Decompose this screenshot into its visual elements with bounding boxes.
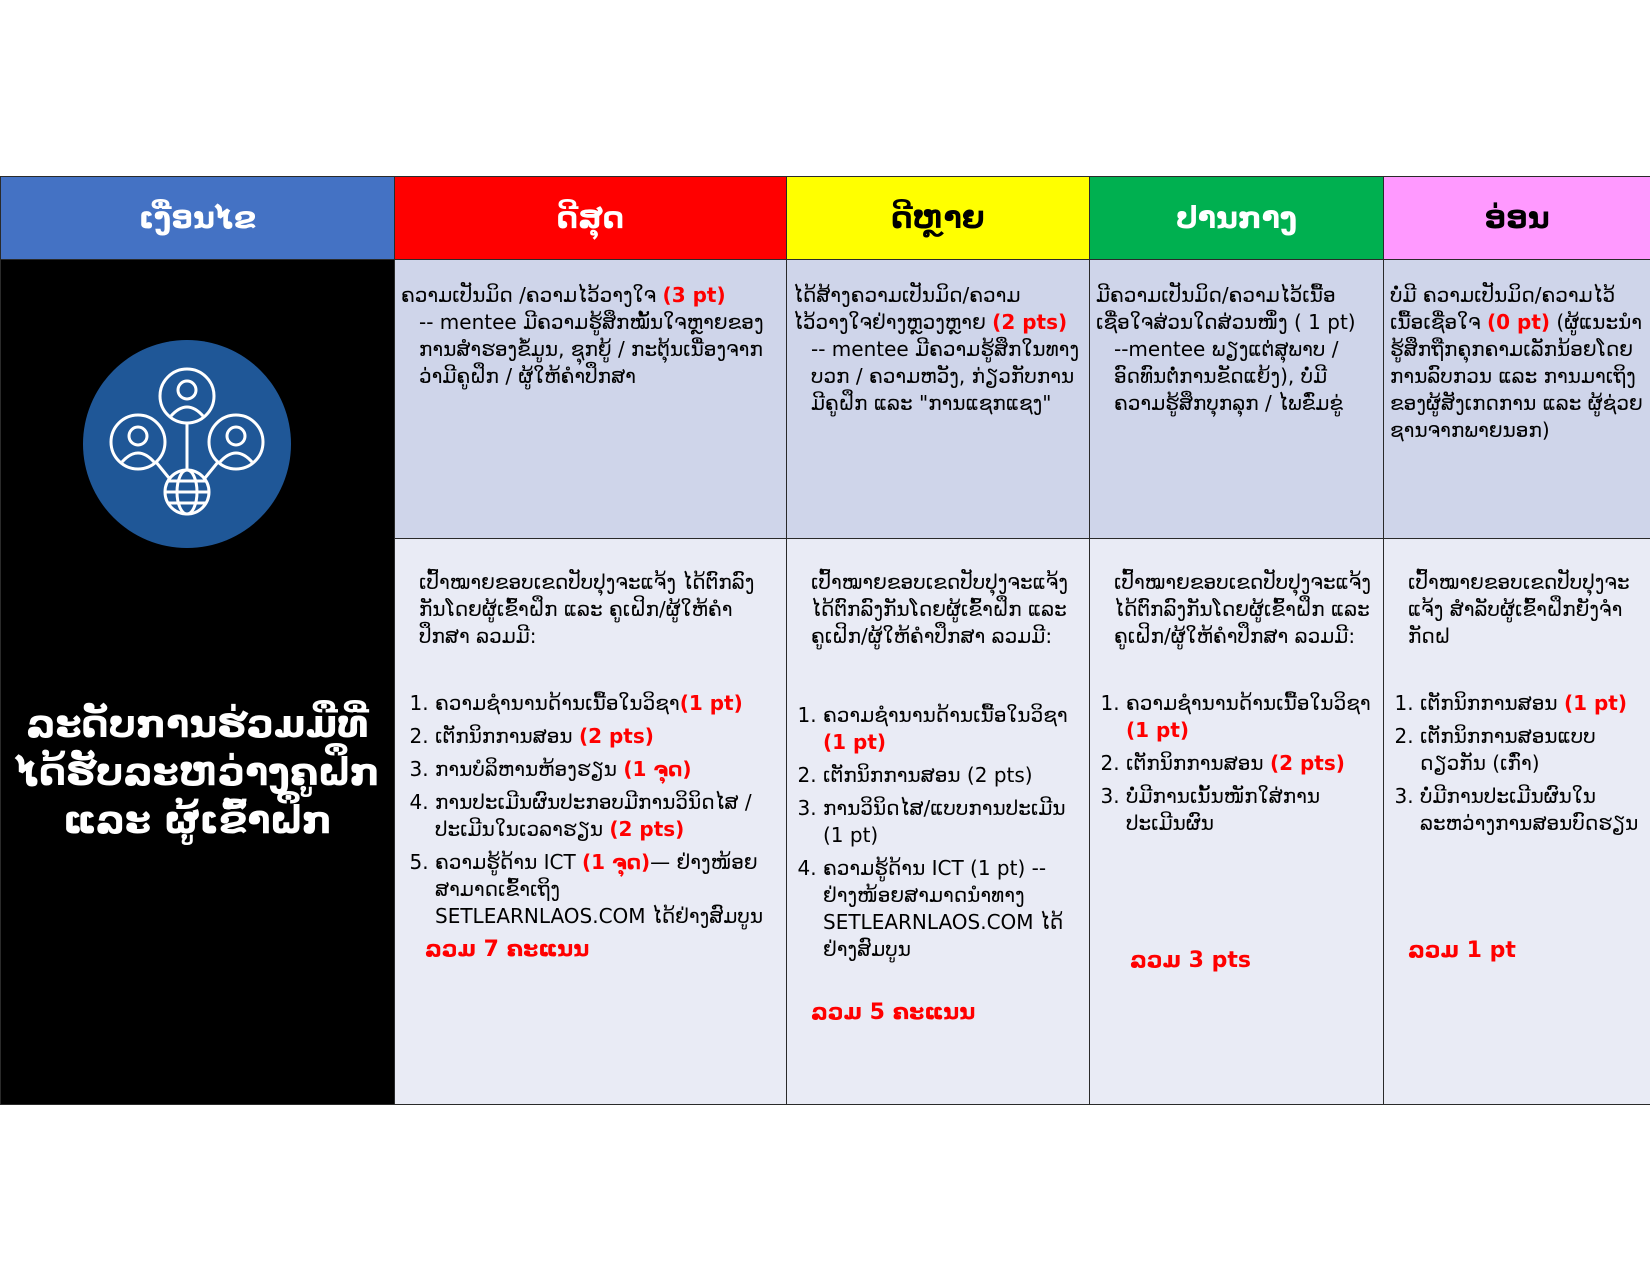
rapport-excellent-head: ຄວາມເປັນມິດ /ຄວາມໄວ້ວາງໃຈ [401, 283, 663, 307]
rapport-good-head: ໄດ້ສ້າງຄວາມເປັນມິດ/ຄວາມໄວ້ວາງໃຈຢ່າງຫຼວງຫຼາຍ [793, 283, 1021, 334]
goals-good-lead: ເປົ້າໝາຍຂອບເຂດປັບປຸງຈະແຈ້ງ ໄດ້ຕົກລົງກັນໂດຍຜູ້ເຂົ້າຝຶກ ແລະ ຄູເຝິກ/ຜູ້ໃຫ້ຄໍາປຶກສາ ລວມມີ: [811, 570, 1068, 648]
rapport-weak-head: ບໍ່ມີ ຄວາມເປັນມິດ/ຄວາມໄວ້ເນື້ອເຊື່ອໃຈ [1390, 283, 1616, 334]
goals-fair-list [1100, 690, 1373, 837]
header-weak: ອ່ອນ [1384, 177, 1650, 260]
rapport-weak-body: (ຜູ້ແນະນໍາຮູ້ສຶກຖືກຄຸກຄາມເລັກນ້ອຍໂດຍການລົບກວນ ແລະ ການມາເຖິງຂອງຜູ້ສັງເກດການ ແລະ ຜູ້ຊ່ວຍຊານຈາກພາຍນອກ) [1390, 310, 1643, 442]
list-item: 2. ເຕັກນິກການສອນ (2 pts) [435, 723, 776, 750]
header-good: ດີຫຼາຍ [787, 177, 1090, 260]
list-item: 2. ເຕັກນິກການສອນແບບດຽວກັນ (ເກົ່າ) [1420, 723, 1640, 777]
cell-rapport-weak [1384, 260, 1650, 539]
cell-goals-weak [1384, 539, 1650, 1105]
cell-rapport-excellent [395, 260, 787, 539]
rapport-fair-head: ມີຄວາມເປັນມິດ/ຄວາມໄວ້ເນື້ອເຊື່ອໃຈສ່ວນໃດສ່ວນໜຶ່ງ ( 1 pt) [1096, 283, 1356, 334]
rapport-excellent-points: (3 pt) [662, 283, 726, 307]
list-item: 4. ຄວາມຮູ້ດ້ານ ICT (1 pt) -- ຢ່າງໜ້ອຍສາມາດນໍາທາງ SETLEARNLAOS.COM ໄດ້ຢ່າງສົມບູນ [823, 855, 1079, 963]
rubric-row-rapport [1, 260, 1650, 539]
rapport-good-points: (2 pts) [992, 310, 1068, 334]
list-item: 2. ເຕັກນິກການສອນ (2 pts) [1126, 750, 1373, 777]
rapport-good-body: -- mentee ມີຄວາມຮູ້ສຶກໃນທາງບວກ / ຄວາມຫວັງ, ກ່ຽວກັບການມີຄູຝຶກ ແລະ "ການແຊກແຊງ" [811, 337, 1080, 415]
goals-weak-lead: ເປົ້າໝາຍຂອບເຂດປັບປຸງຈະແຈ້ງ ສໍາລັບຜູ້ເຂົ້າຝຶກຍັງຈໍາກັດຝ [1408, 570, 1630, 648]
list-item: 3. ບໍ່ມີການປະເມີນຜົນໃນລະຫວ່າງການສອນບົດຮຽນ [1420, 783, 1640, 837]
list-item: 1. ຄວາມຊໍານານດ້ານເນື້ອໃນວິຊາ(1 pt) [435, 690, 776, 717]
list-item: 3. ບໍ່ມີການເນັ້ນໜັກໃສ່ການປະເມີນຜົນ [1126, 783, 1373, 837]
rapport-weak-points: (0 pt) [1487, 310, 1551, 334]
goals-excellent-total: ລວມ 7 ຄະແນນ [425, 937, 590, 962]
rubric-table [0, 176, 1650, 1105]
cell-goals-good [787, 539, 1090, 1105]
goals-fair-lead: ເປົ້າໝາຍຂອບເຂດປັບປຸງຈະແຈ້ງ ໄດ້ຕົກລົງກັນໂດຍຜູ້ເຂົ້າຝຶກ ແລະ ຄູເຝິກ/ຜູ້ໃຫ້ຄໍາປຶກສາ ລວມມີ: [1114, 570, 1371, 648]
goals-good-list [797, 702, 1079, 963]
goals-weak-total: ລວມ 1 pt [1408, 938, 1516, 963]
list-item: 3. ການບໍລິຫານຫ້ອງຮຽນ (1 ຈຸດ) [435, 756, 776, 783]
goals-good-total: ລວມ 5 ຄະແນນ [811, 1000, 976, 1025]
criterion-cell [1, 260, 395, 1105]
header-excellent: ດີສຸດ [395, 177, 787, 260]
cell-goals-fair [1090, 539, 1384, 1105]
header-row [1, 177, 1650, 260]
list-item: 1. ເຕັກນິກການສອນ (1 pt) [1420, 690, 1640, 717]
list-item: 5. ຄວາມຮູ້ດ້ານ ICT (1 ຈຸດ)— ຢ່າງໜ້ອຍສາມາດເຂົ້າເຖິງ SETLEARNLAOS.COM ໄດ້ຢ່າງສົມບູນ [435, 849, 776, 930]
header-fair: ປານກາງ [1090, 177, 1384, 260]
list-item: 1. ຄວາມຊໍານານດ້ານເນື້ອໃນວິຊາ (1 pt) [1126, 690, 1373, 744]
list-item: 3. ການວິນິດໄສ/ແບບການປະເມີນ (1 pt) [823, 795, 1079, 849]
network-people-globe-icon [83, 340, 291, 548]
cell-rapport-fair [1090, 260, 1384, 539]
list-item: 4. ການປະເມີນຜົນປະກອບມີການວິນິດໄສ / ປະເມີນໃນເວລາຮຽນ (2 pts) [435, 789, 776, 843]
goals-excellent-lead: ເປົ້າໝາຍຂອບເຂດປັບປຸງຈະແຈ້ງ ໄດ້ຕົກລົງກັນໂດຍຜູ້ເຂົ້າຝຶກ ແລະ ຄູເຝິກ/ຜູ້ໃຫ້ຄໍາປຶກສາ ລວມມີ: [419, 570, 755, 648]
goals-excellent-list [405, 690, 776, 930]
list-item: 1. ຄວາມຊໍານານດ້ານເນື້ອໃນວິຊາ (1 pt) [823, 702, 1079, 756]
goals-fair-total: ລວມ 3 pts [1130, 948, 1251, 973]
rapport-excellent-body: -- mentee ມີຄວາມຮູ້ສຶກໝັ້ນໃຈຫຼາຍຂອງການສໍາຮອງຂໍ້ມູນ, ຊຸກຍູ້ / ກະຕຸ້ນເນື່ອງຈາກວ່າມີຄູຝຶກ / ຜູ້ໃຫ້ຄໍາປຶກສາ [419, 310, 764, 388]
header-criterion: ເງື່ອນໄຂ [1, 177, 395, 260]
cell-rapport-good [787, 260, 1090, 539]
cell-goals-excellent [395, 539, 787, 1105]
rapport-fair-body: --mentee ພຽງແຕ່ສຸພາບ / ອົດທົນຕໍ່ການຂັດແຍ້ງ), ບໍ່ມີຄວາມຮູ້ສຶກບຸກລຸກ / ໄພຂົ່ມຂູ່ [1114, 337, 1344, 415]
list-item: 2. ເຕັກນິກການສອນ (2 pts) [823, 762, 1079, 789]
criterion-title: ລະດັບການຮ່ວມມືທີ່ໄດ້ຮັບລະຫວ່າງຄູຝຶກ ແລະ ຜູ້ເຂົ້າຝຶກ [15, 702, 380, 842]
goals-weak-list [1394, 690, 1640, 837]
